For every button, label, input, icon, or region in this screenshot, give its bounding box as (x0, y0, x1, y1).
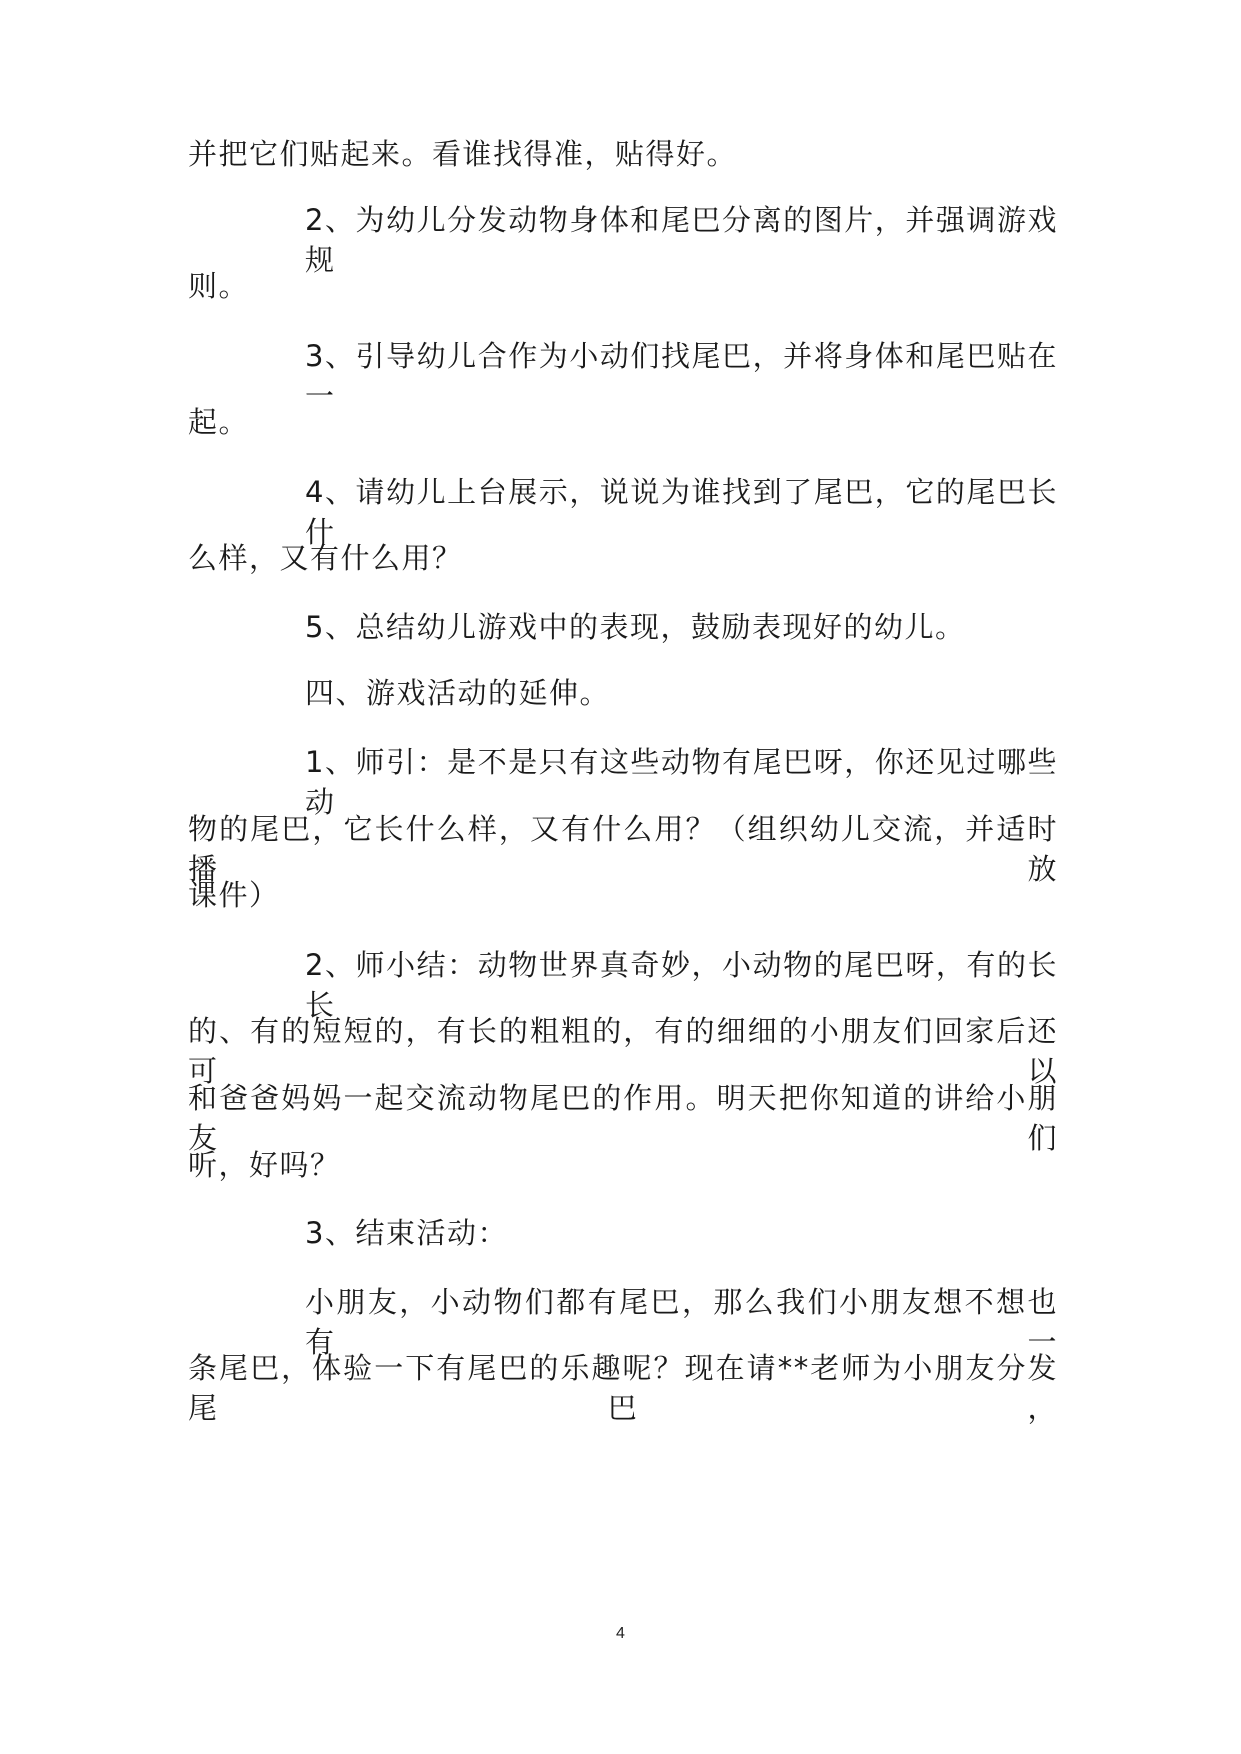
text-line: 则。 (188, 269, 250, 303)
section-heading: 四、游戏活动的延伸。 (305, 676, 611, 710)
text-line: 课件） (188, 878, 280, 912)
text-line: 的、有的短短的，有长的粗粗的，有的细细的小朋友们回家后还可以 (188, 1014, 1058, 1088)
text-line: 1、师引：是不是只有这些动物有尾巴呀，你还见过哪些动 (305, 745, 1058, 819)
text-line: 小朋友，小动物们都有尾巴，那么我们小朋友想不想也有一 (305, 1285, 1058, 1359)
text-line: 4、请幼儿上台展示，说说为谁找到了尾巴，它的尾巴长什 (305, 475, 1058, 549)
page-number: 4 (616, 1625, 625, 1642)
text-line: 听，好吗？ (188, 1148, 341, 1182)
text-line: 么样，又有什么用？ (188, 541, 463, 575)
text-line: 2、师小结：动物世界真奇妙，小动物的尾巴呀，有的长长 (305, 948, 1058, 1022)
text-line: 条尾巴，体验一下有尾巴的乐趣呢？现在请**老师为小朋友分发尾巴， (188, 1351, 1058, 1425)
text-line: 并把它们贴起来。看谁找得准，贴得好。 (188, 137, 738, 171)
text-line: 3、结束活动： (305, 1216, 508, 1250)
text-line: 3、引导幼儿合作为小动们找尾巴，并将身体和尾巴贴在一 (305, 339, 1058, 413)
text-line: 和爸爸妈妈一起交流动物尾巴的作用。明天把你知道的讲给小朋友们 (188, 1081, 1058, 1155)
text-line: 物的尾巴，它长什么样，又有什么用？（组织幼儿交流，并适时播放 (188, 812, 1058, 886)
text-line: 5、总结幼儿游戏中的表现，鼓励表现好的幼儿。 (305, 610, 966, 644)
text-line: 起。 (188, 405, 250, 439)
text-line: 2、为幼儿分发动物身体和尾巴分离的图片，并强调游戏规 (305, 203, 1058, 277)
